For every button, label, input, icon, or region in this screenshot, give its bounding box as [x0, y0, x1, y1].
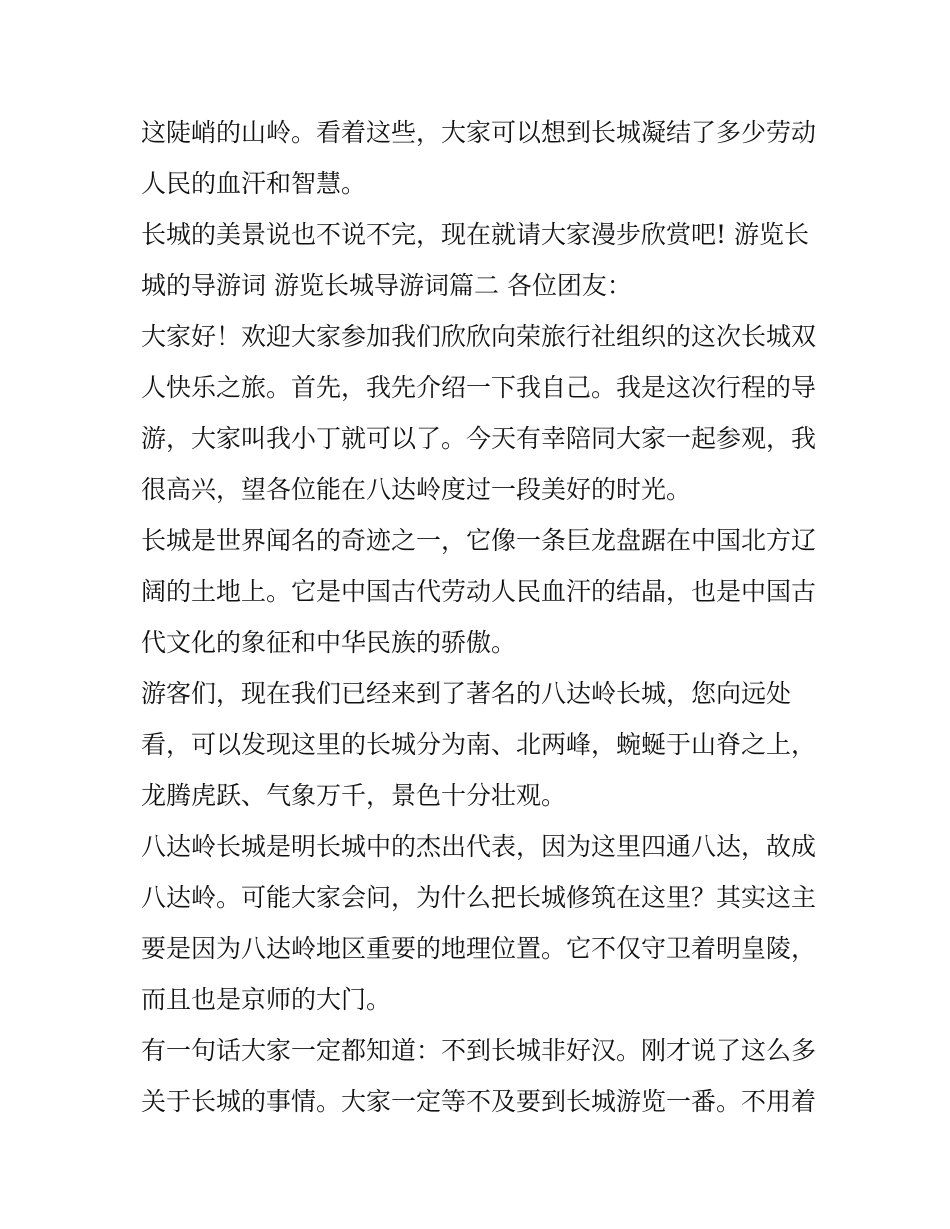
text-line: 龙腾虎跃、气象万千，景色十分壮观。: [141, 781, 567, 810]
text-line: 人民的血汗和智慧。: [141, 169, 367, 198]
text-line: 看，可以发现这里的长城分为南、北两峰，蜿蜒于山脊之上，: [141, 730, 817, 759]
text-line: 游客们，现在我们已经来到了著名的八达岭长城，您向远处: [141, 679, 792, 708]
text-line: 八达岭。可能大家会问，为什么把长城修筑在这里？其实这主: [141, 883, 817, 912]
text-line: 长城的美景说也不说不完，现在就请大家漫步欣赏吧! 游览长: [141, 220, 809, 249]
text-line: 长城是世界闻名的奇迹之一，它像一条巨龙盘踞在中国北方辽: [141, 526, 817, 555]
text-line: 这陡峭的山岭。看着这些，大家可以想到长城凝结了多少劳动: [141, 118, 817, 147]
text-line: 关于长城的事情。大家一定等不及要到长城游览一番。不用着: [141, 1087, 817, 1116]
document-body: [141, 107, 821, 1127]
text-line: 城的导游词 游览长城导游词篇二 各位团友：: [141, 271, 632, 300]
text-line: 人快乐之旅。首先，我先介绍一下我自己。我是这次行程的导: [141, 373, 817, 402]
text-line: 阔的土地上。它是中国古代劳动人民血汗的结晶，也是中国古: [141, 577, 817, 606]
text-line: 很高兴，望各位能在八达岭度过一段美好的时光。: [141, 475, 692, 504]
text-line: 代文化的象征和中华民族的骄傲。: [141, 628, 517, 657]
text-line: 大家好！欢迎大家参加我们欣欣向荣旅行社组织的这次长城双: [141, 322, 817, 351]
text-line: 游，大家叫我小丁就可以了。今天有幸陪同大家一起参观，我: [141, 424, 817, 453]
text-line: 八达岭长城是明长城中的杰出代表，因为这里四通八达，故成: [141, 832, 817, 861]
text-line: 而且也是京师的大门。: [141, 985, 392, 1014]
text-line: 有一句话大家一定都知道：不到长城非好汉。刚才说了这么多: [141, 1036, 817, 1065]
text-line: 要是因为八达岭地区重要的地理位置。它不仅守卫着明皇陵，: [141, 934, 817, 963]
